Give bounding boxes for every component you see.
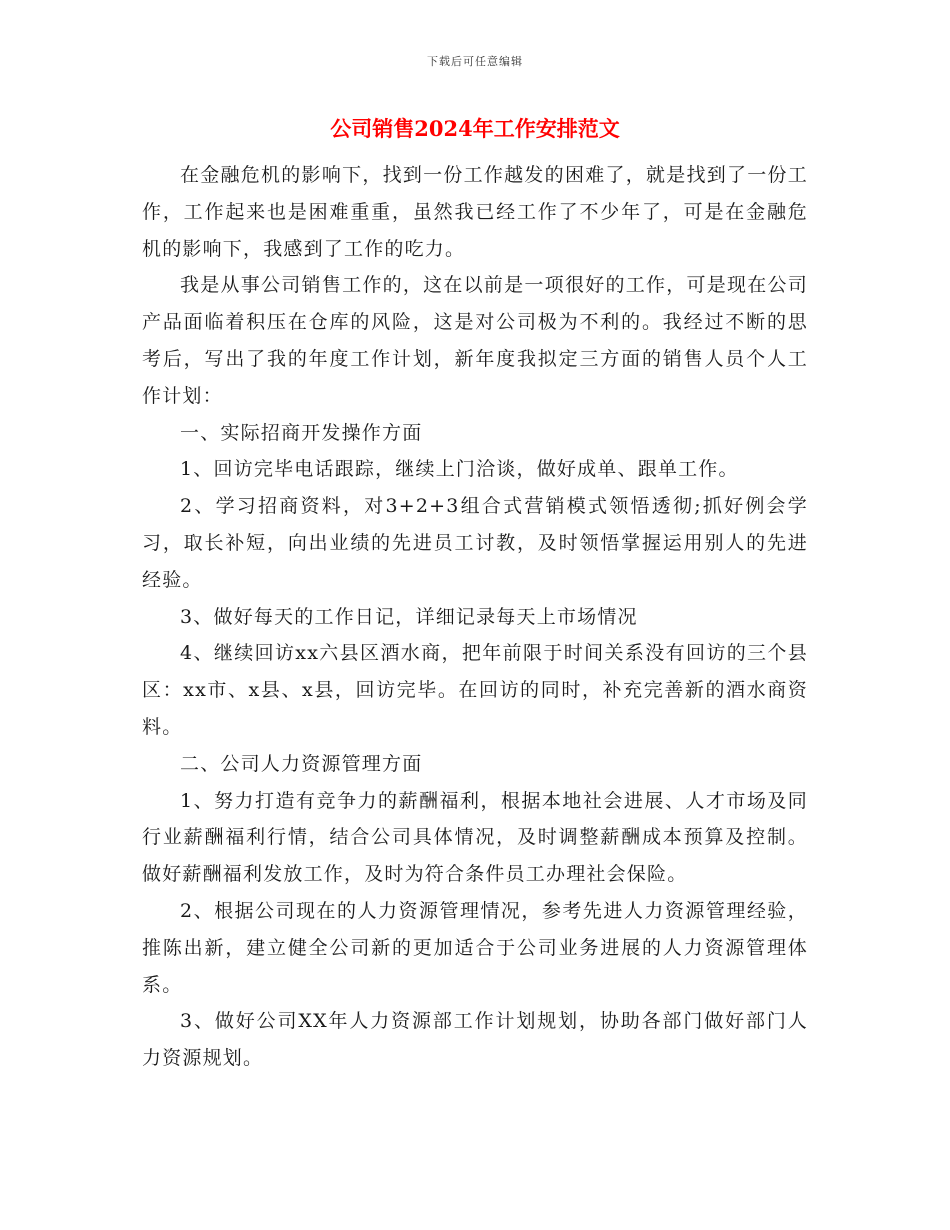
document-body (142, 157, 808, 1077)
list-item: 3、做好公司XX年人力资源部工作计划规划，协助各部门做好部门人力资源规划。 (142, 1010, 808, 1070)
list-item: 2、学习招商资料，对3+2+3组合式营销模式领悟透彻;抓好例会学习，取长补短，向出业绩的先进员工讨教，及时领悟掌握运用别人的先进经验。 (142, 495, 808, 591)
section-heading-recruitment: 一、实际招商开发操作方面 (180, 421, 423, 444)
list-item: 3、做好每天的工作日记，详细记录每天上市场情况 (180, 605, 638, 628)
list-item: 4、继续回访xx六县区酒水商，把年前限于时间关系没有回访的三个县区：xx市、x县、x县，回访完毕。在回访的同时，补充完善新的酒水商资料。 (142, 642, 808, 738)
list-item: 1、回访完毕电话跟踪，继续上门洽谈，做好成单、跟单工作。 (180, 458, 739, 481)
list-item: 1、努力打造有竞争力的薪酬福利，根据本地社会进展、人才市场及同行业薪酬福利行情，结合公司具体情况，及时调整薪酬成本预算及控制。做好薪酬福利发放工作，及时为符合条件员工办理社会保险。 (142, 789, 808, 886)
paragraph-background: 我是从事公司销售工作的，这在以前是一项很好的工作，可是现在公司产品面临着积压在仓库的风险，这是对公司极为不利的。我经过不断的思考后，写出了我的年度工作计划，新年度我拟定三方面的销售人员个人工作计划： (142, 274, 808, 407)
paragraph-intro: 在金融危机的影响下，找到一份工作越发的困难了，就是找到了一份工作，工作起来也是困难重重，虽然我已经工作了不少年了，可是在金融危机的影响下，我感到了工作的吃力。 (142, 164, 808, 260)
page-header-note: 下载后可任意编辑 (427, 55, 523, 68)
list-item: 2、根据公司现在的人力资源管理情况，参考先进人力资源管理经验，推陈出新，建立健全公司新的更加适合于公司业务进展的人力资源管理体系。 (142, 899, 808, 996)
document-title: 公司销售2024年工作安排范文 (330, 116, 620, 141)
section-heading-hr: 二、公司人力资源管理方面 (180, 752, 423, 775)
